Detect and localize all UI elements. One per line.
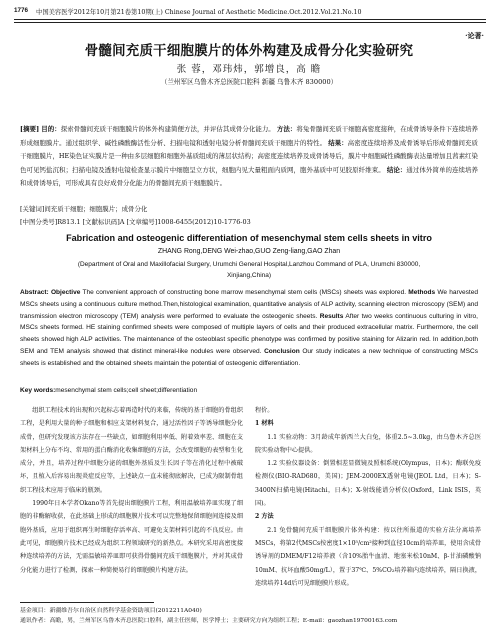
conclusion-cn: 通过体外简单的连续培养和成骨诱导后，可形成具有良好成骨分化能力的骨髓间充质干细胞膜片。	[20, 165, 478, 188]
classification-cn: [中图分类号]R813.1 [文献标识码]A [文章编号]1008-6455(2012)10-1776-03	[20, 218, 251, 226]
header-rule	[14, 19, 486, 20]
methods-cn: 将兔骨髓间充质干细胞高密度接种，在成骨诱导条件下连续培养形成细胞膜片。通过组织学、碱性磷酸酶活性分析、扫描电镜和透射电镜分析骨髓间充质干细胞片的特性。	[20, 125, 478, 147]
keywords-en-text: mesenchymal stem cells;cell sheet;differentiation	[55, 387, 198, 394]
conclusion-en: Our study indicates a new technique of constructing MSCs sheets is established and the obtained sheets maintain the potential of osteogenic differentiation.	[20, 347, 479, 367]
section-heading-methods: 2 方法	[255, 513, 274, 521]
affiliation-en-line1: (Department of Oral and Maxillofacial Surgery, Urumchi General Hospital,Lanzhou Command of PLA, Urumchi 830000,	[77, 261, 421, 268]
affiliation-en-line2: Xinjiang,China)	[226, 272, 272, 280]
keywords-en	[20, 387, 197, 394]
authors-cn: 张 蓉，邓玮炜，郭增良，高 瞻	[176, 64, 322, 75]
body-right-column	[255, 404, 481, 590]
body-paragraph: 1.2 实验仪器设备：倒置相差显微镜及照相系统(Olympus，日本)；酶联免疫检测仪(BIO-RAD680，美国)；JEM-2000EX透射电镜(JEOL Ltd，日本)；S-3400N扫描电镜(Hitachi，日本)；X-射线能谱分析仪(Oxford，Link ISIS，英国)。	[255, 460, 481, 508]
body-paragraph: 组织工程技术的出现和兴起标志着再造时代的来临，传统的基于细胞的骨组织工程，是利用大量的种子细胞和相应支架材料复合，通过活性因子等诱导细胞分化成骨，但研究发现该方法存在一些缺点，如细胞利用率低、附着效率差、细胞在支架材料上分布不均、常用的蛋白酶消化收集细胞的方法，会改变细胞的表型和生化成分，并且，培养过程中细胞分泌的细胞外基质及生长因子等在消化过程中被破坏，且植入后容易出现炎症反应等，上述缺点一直未能彻底解决，已成为限制骨组织工程技术应用于临床的瓶颈。	[20, 407, 243, 494]
footnote-fund: 基金项目：新疆维吾尔自治区自然科学基金资助项目(2012211A040)	[20, 608, 202, 614]
abstract-en-label: Abstract:	[20, 289, 49, 296]
body-paragraph: 1990年日本学者Okano等首先提出细胞膜片工程，利用温敏培养皿实现了细胞的非酶解收获，在此基础上形成的细胞膜片技术可以完整地保留细胞间连接及细胞外基质，应用于组织再生时细胞存活率高、可避免支架材料引起的不良反应。由此可见，细胞膜片技术已经成为组织工程领域研究的新热点。本研究采用高密度接种连续培养的方法，无需温敏培养皿即可获得骨髓间充质干细胞膜片，并对其成骨分化能力进行了检测，探索一种简便易行的细胞膜片构建方法。	[20, 500, 243, 574]
article-type-tag: ·论著·	[465, 31, 484, 40]
methods-label-cn: 方法：	[276, 125, 297, 133]
results-label-en: Results	[319, 312, 344, 320]
methods-en: We harvested MSCs sheets using a continuous culture method.Then,histological examination, quantitative analysis of ALP activity, scanning electron microscopy (SEM) and transmission electron microscopy (TEM) analysis were performed to evaluate the osteogenic sheets.	[20, 289, 478, 320]
abstract-cn	[20, 123, 478, 191]
conclusion-label-en: Conclusion	[264, 347, 300, 355]
objective-cn: 探索骨髓间充质干细胞膜片的体外构建简便方法，并评估其成骨分化能力。	[60, 125, 275, 133]
methods-label-en: Methods	[408, 289, 436, 296]
footnote-rule	[20, 602, 154, 603]
section-heading-materials: 1 材料	[255, 420, 274, 428]
abstract-cn-label: [摘要]	[20, 125, 40, 133]
objective-label-en: Objective	[50, 289, 81, 296]
objective-label-cn: 目的：	[41, 125, 61, 133]
body-paragraph: 1.1 实验动物：3月龄成年新西兰大白兔，体重2.5~3.0kg，由乌鲁木齐总医院实验动物中心提供。	[255, 433, 481, 454]
results-cn: 高密度连续培养及成骨诱导后形成骨髓间充质干细胞膜片，HE染色证实膜片是一种由多层细胞和细胞外基质组成的薄层状结构；高密度连续培养及成骨诱导后，膜片中细胞碱性磷酸酶表达量增加且茜素红染色可见钙盐沉积；扫描电镜及透射电镜检查显示膜片中细胞呈立方状，细胞内见大量粗面内质网，胞外基质中可见胶原纤维束。	[20, 138, 478, 174]
authors-en: ZHANG Rong,DENG Wei-zhao,GUO Zeng-liang,GAO Zhan	[157, 248, 341, 255]
affiliation-cn: （兰州军区乌鲁木齐总医院口腔科 新疆 乌鲁木齐 830000）	[160, 78, 338, 86]
journal-citation: 中国美容医学2012年10月第21卷第10期(上) Chinese Journal of Aesthetic Medicine.Oct.2012.Vol.21.No.10	[36, 9, 362, 16]
results-en: After two weeks continuous culturing in vitro, MSCs sheets formed. HE staining confirmed sheets were composed of multiple layers of cells and their produced extracellular matrix. Furthermore, the cell sheets showed high ALP activities. The maintenance of the osteoblast specific phenotype was confirmed by positive staining for Alizarin red. In addition,both SEM and TEM analysis showed that distinct mineral-like nodules were observed.	[20, 312, 478, 355]
title-cn: 骨髓间充质干细胞膜片的体外构建及成骨分化实验研究	[84, 43, 414, 59]
results-label-cn: 结果：	[328, 138, 348, 147]
page-number: 1776	[14, 7, 29, 14]
affiliation-en	[0, 259, 498, 282]
footnote-corresponding: 通讯作者：高瞻，男，兰州军区乌鲁木齐总医院口腔科，副主任医师，医学博士；主要研究方向为组织工程；E-mail：gaozhan19700163.com	[20, 618, 398, 624]
body-left-column	[20, 404, 243, 577]
conclusion-label-cn: 结论：	[386, 165, 407, 174]
body-paragraph: 程价。	[255, 407, 274, 414]
keywords-en-label: Key words:	[20, 387, 56, 394]
keywords-cn: [关键词]间充质干细胞；细胞膜片；成骨分化	[20, 205, 148, 213]
header-rule-thin	[14, 22, 486, 23]
body-paragraph: 2.1 兔骨髓间充质干细胞膜片体外构建：按以往所报道的实验方法分离培养MSCs，将第2代MSCs按密度1×10⁵/cm²接种到直径10cm的培养皿，使用含成骨诱导剂的DMEM/F12培养液（含10%胎牛血清、地塞米松10nM、β-甘油磷酸钠10mM、抗坏血酸50mg/L），置于37℃、5%CO₂培养箱内连续培养，隔日换液，连续培养14d后可见细胞膜片形成。	[255, 526, 481, 587]
objective-en: The convenient approach of constructing bone marrow mesenchymal stem cells (MSCs) sheets was explored.	[82, 289, 407, 296]
abstract-en	[20, 287, 478, 369]
running-header	[14, 7, 486, 16]
title-en: Fabrication and osteogenic differentiation of mesenchymal stem cells sheets in vitro	[66, 233, 432, 243]
